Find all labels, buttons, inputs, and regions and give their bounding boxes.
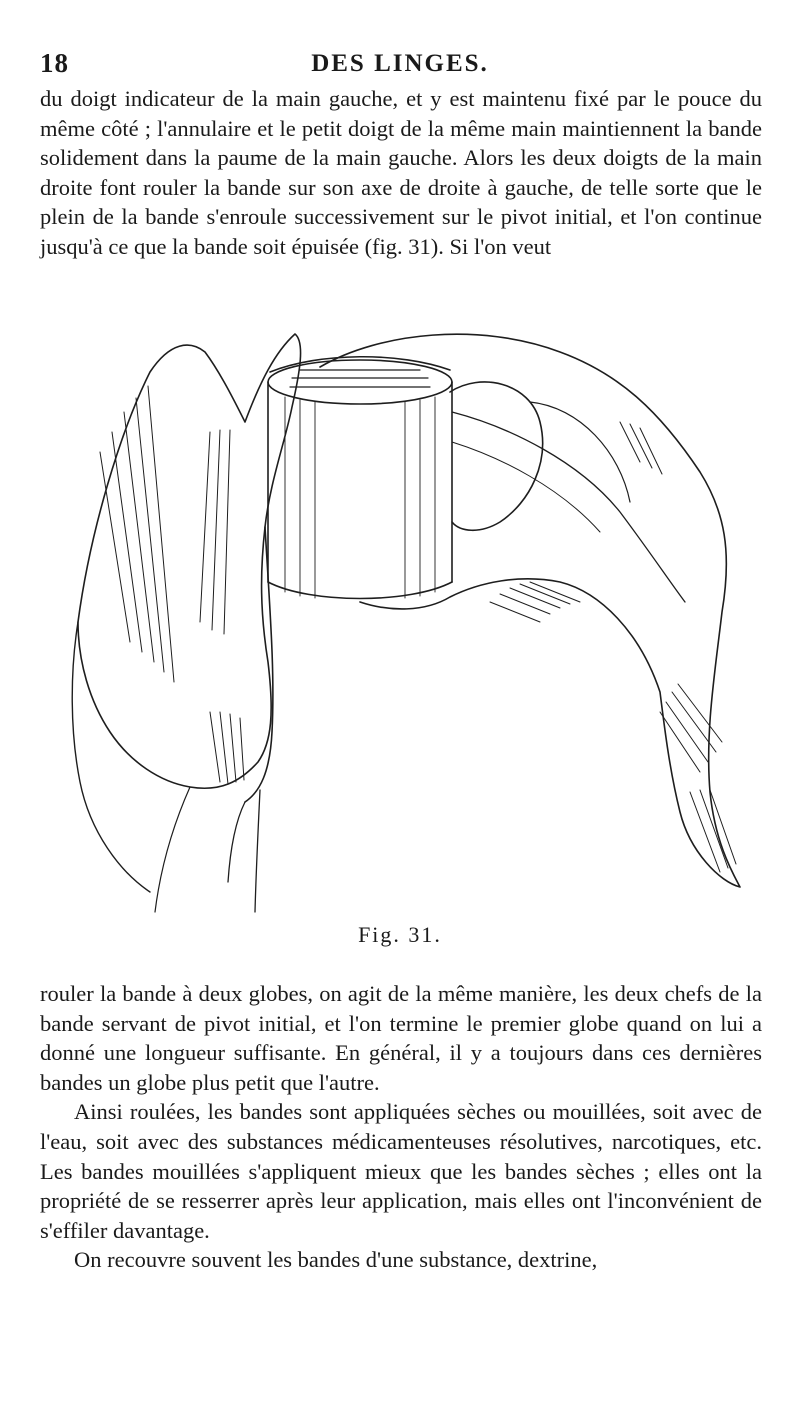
text-block-top xyxy=(40,84,762,262)
text-block-bottom xyxy=(40,979,762,1275)
page-header xyxy=(40,48,760,84)
paragraph: Ainsi roulées, les bandes sont appliquées sèches ou mouillées, soit avec de l'eau, soit avec des substances médicamenteuses résolutives, narcotiques, etc. Les bandes mouillées s'appliquent mieux que les bandes sèches ; elles ont la propriété de se resserrer après leur application, mais elles ont l'inconvénient de s'effiler davantage. xyxy=(40,1099,762,1243)
right-hand-outline xyxy=(320,334,740,887)
figure-engraving xyxy=(60,312,750,922)
page-number: 18 xyxy=(40,48,69,78)
figure-caption: Fig. 31. xyxy=(358,922,442,947)
paragraph: du doigt indicateur de la main gauche, et y est maintenu fixé par le pouce du même côté ; l'annulaire et le petit doigt de la même main maintiennent la bande solidement dans la paume de la main gauche. Alors les deux doigts de la main droite font rouler la bande sur son axe de droite à gauche, de telle sorte que le plein de la bande s'enroule successivement sur le pivot initial, et l'on continue jusqu'à ce que la bande soit épuisée (fig. 31). Si l'on veut xyxy=(40,86,762,259)
running-head: DES LINGES. xyxy=(311,50,489,77)
hands-bandage-illustration xyxy=(60,312,750,922)
paragraph: On recouvre souvent les bandes d'une substance, dextrine, xyxy=(74,1247,598,1273)
bandage-tail xyxy=(452,412,685,602)
paragraph: rouler la bande à deux globes, on agit de la même manière, les deux chefs de la bande servant de pivot initial, et l'on termine le premier globe quand on lui a donné une longueur suffisante. En général, il y a toujours dans ces dernières bandes un globe plus petit que l'autre. xyxy=(40,981,762,1095)
